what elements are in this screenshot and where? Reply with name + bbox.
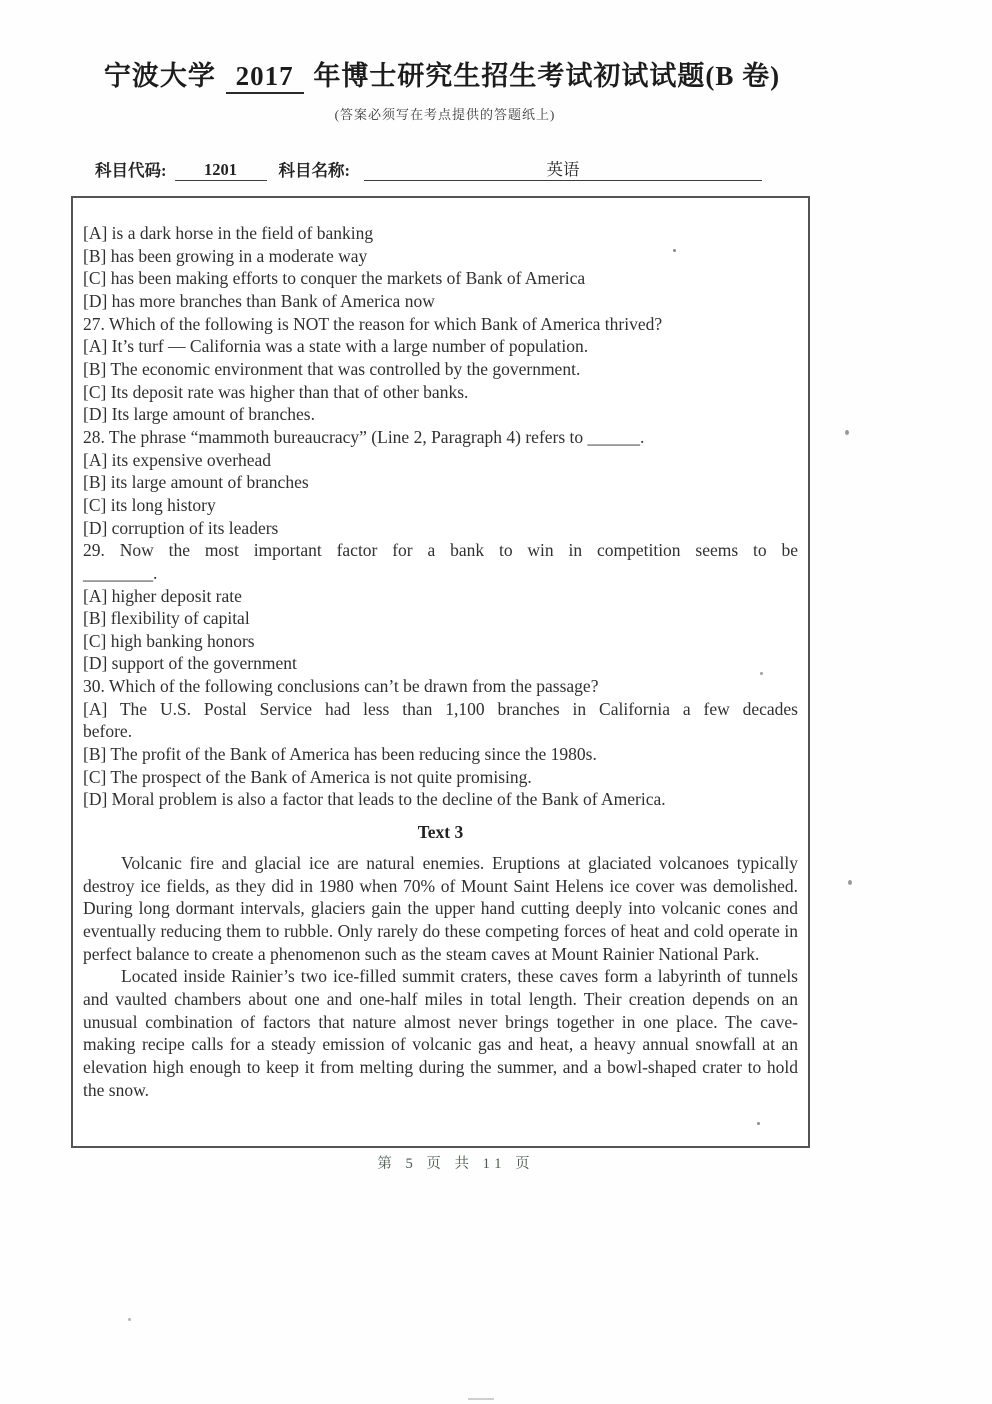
text-line: [D] Its large amount of branches. (83, 404, 315, 425)
text-line: [C] its long history (83, 494, 216, 515)
text-line: [D] Moral problem is also a factor that leads to the decline of the Bank of America. (83, 789, 666, 810)
text-line: ________. (83, 562, 158, 583)
scan-speck (757, 1122, 760, 1125)
page-title (0, 54, 884, 93)
text-line: [C] The prospect of the Bank of America is not quite promising. (83, 766, 532, 787)
title-suffix: 年博士研究生招生考试初试试题(B 卷) (313, 61, 781, 91)
subject-code-label: 科目代码: (95, 161, 167, 180)
text-line: [B] The economic environment that was controlled by the government. (83, 358, 581, 379)
scan-speck (848, 880, 852, 885)
text-line: [B] flexibility of capital (83, 608, 250, 629)
scan-speck (468, 1398, 494, 1400)
scan-speck (760, 672, 763, 675)
passage-container (83, 852, 798, 1101)
subject-code-value: 1201 (175, 160, 267, 181)
text-line: [A] higher deposit rate (83, 585, 242, 606)
text-line: [C] has been making efforts to conquer the markets of Bank of America (83, 268, 586, 289)
text3-heading: Text 3 (417, 822, 464, 843)
text-line: [D] has more branches than Bank of America now (83, 290, 435, 311)
question-lines (83, 222, 798, 811)
passage-paragraph: Volcanic fire and glacial ice are natural enemies. Eruptions at glaciated volcanoes typically destroy ice fields, as they did in 1980 when 70% of Mount Saint Helens ice cover was demolished. During long dormant intervals, glaciers gain the upper hand cutting deeply into volcanic cones and eventually reducing them to rubble. Only rarely do these competing forces of heat and cold operate in perfect balance to create a phenomenon such as the steam caves at Mount Rainier National Park. (83, 853, 798, 964)
subject-name-value: 英语 (364, 156, 762, 181)
text-line: 28. The phrase “mammoth bureaucracy” (Line 2, Paragraph 4) refers to ______. (83, 426, 645, 447)
text-line: before. (83, 721, 133, 742)
exam-content-box (71, 196, 810, 1148)
text-line: [D] corruption of its leaders (83, 517, 279, 538)
title-prefix: 宁波大学 (103, 61, 216, 91)
page-number-indicator: 第 5 页 共 11 页 (377, 1156, 535, 1172)
scan-speck (845, 430, 849, 435)
text-line: [C] high banking honors (83, 630, 255, 651)
text-line: [A] The U.S. Postal Service had less than 1,100 branches in California a few decades (83, 698, 798, 719)
text-line: 27. Which of the following is NOT the reason for which Bank of America thrived? (83, 313, 663, 334)
scan-speck (128, 1318, 131, 1321)
text-line: 29. Now the most important factor for a bank to win in competition seems to be (83, 540, 798, 561)
text-line: [D] support of the government (83, 653, 297, 674)
text-line: [B] its large amount of branches (83, 472, 309, 493)
text-line: [A] It’s turf — California was a state with a large number of population. (83, 336, 589, 357)
scan-speck (673, 249, 676, 252)
text-line: [A] its expensive overhead (83, 449, 272, 470)
answer-sheet-notice: (答案必须写在考点提供的答题纸上) (334, 107, 556, 122)
subject-info-row (95, 156, 795, 181)
text-line: [C] Its deposit rate was higher than that of other banks. (83, 381, 469, 402)
text-line: [B] has been growing in a moderate way (83, 245, 368, 266)
passage-paragraph: Located inside Rainier’s two ice-filled summit craters, these caves form a labyrinth of tunnels and vaulted chambers about one and one-half miles in total length. Their creation depends on an unusual combination of factors that nature almost never brings together in one place. The cave-making recipe calls for a steady emission of volcanic gas and heat, a heavy annual snowfall at an elevation high enough to keep it from melting during the summer, and a bowl-shaped crater to hold the snow. (83, 966, 798, 1100)
text-line: 30. Which of the following conclusions can’t be drawn from the passage? (83, 676, 599, 697)
text-line: [A] is a dark horse in the field of banking (83, 223, 374, 243)
title-year-underlined: 2017 (226, 61, 304, 94)
text-line: [B] The profit of the Bank of America has been reducing since the 1980s. (83, 744, 597, 765)
subject-name-label: 科目名称: (278, 161, 350, 180)
